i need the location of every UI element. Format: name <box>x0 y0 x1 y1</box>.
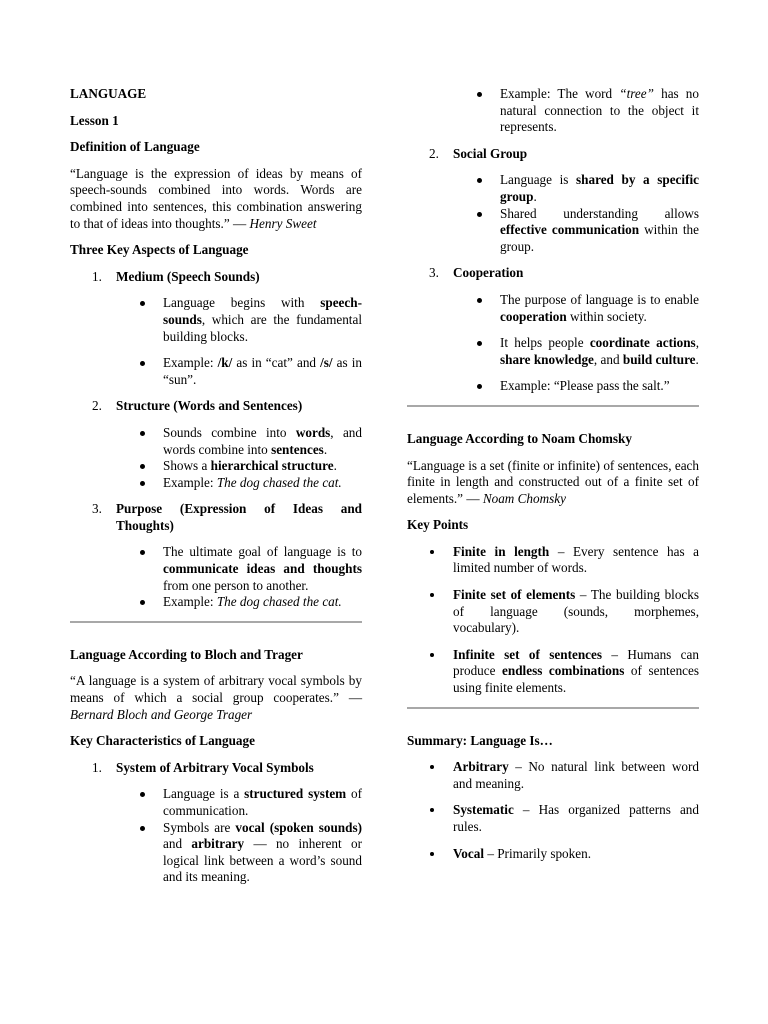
list-item: Finite in length – Every sentence has a limited number of words. <box>407 544 699 577</box>
bullet-icon <box>140 464 145 469</box>
bloch-author: Bernard Bloch and George Trager <box>70 706 253 722</box>
aspects-heading: Three Key Aspects of Language <box>70 242 249 258</box>
bullet-icon <box>477 384 482 389</box>
chomsky-heading: Language According to Noam Chomsky <box>407 430 632 446</box>
aspect-1: 1. Medium (Speech Sounds) <box>92 268 260 284</box>
list-item: Sounds combine into words, and words combine into sentences. <box>70 425 362 458</box>
characteristic-1-bullets-cont <box>407 86 699 136</box>
characteristic-2-bullets <box>407 172 699 255</box>
bullet-icon <box>430 765 434 769</box>
chomsky-author: Noam Chomsky <box>482 490 566 506</box>
list-item: Symbols are vocal (spoken sounds) and arbitrary — no inherent or logical link between a word’s sound and its meaning. <box>70 820 362 886</box>
characteristic-2-title: Social Group <box>453 145 528 161</box>
characteristic-1-bullets <box>70 786 362 886</box>
bloch-heading: Language According to Bloch and Trager <box>70 646 303 662</box>
list-item: The ultimate goal of language is to communicate ideas and thoughts from one person to another. <box>70 544 362 594</box>
sweet-quote: “Language is the expression of ideas by means of speech-sounds combined into words. Words are combined into sentences, this combination answering to that of ideas into thoughts.” — Henry Sweet <box>70 165 362 231</box>
list-item: Systematic – Has organized patterns and rules. <box>407 802 699 835</box>
bullet-icon <box>430 852 434 856</box>
list-item: Example: The word “tree” has no natural connection to the object it represents. <box>407 86 699 136</box>
aspect-3-bullets <box>70 544 362 610</box>
list-item: Example: “Please pass the salt.” <box>407 378 699 395</box>
bullet-icon <box>140 301 145 306</box>
summary-list <box>407 759 699 862</box>
bullet-icon <box>430 593 434 597</box>
characteristic-2: 2. Social Group <box>429 145 528 161</box>
document-title: LANGUAGE <box>70 86 147 101</box>
bullet-icon <box>477 341 482 346</box>
lesson-label: Lesson 1 <box>70 112 119 128</box>
list-item: Language begins with speech-sounds, which are the fundamental building blocks. <box>70 295 362 345</box>
bullet-icon <box>140 431 145 436</box>
list-item: The purpose of language is to enable cooperation within society. <box>407 292 699 325</box>
list-item: Arbitrary – No natural link between word and meaning. <box>407 759 699 792</box>
key-points-list <box>407 544 699 697</box>
bullet-icon <box>140 550 145 555</box>
left-column <box>70 86 362 886</box>
sweet-author: Henry Sweet <box>249 215 317 231</box>
list-item: It helps people coordinate actions, share knowledge, and build culture. <box>407 335 699 368</box>
characteristic-1: 1. System of Arbitrary Vocal Symbols <box>92 759 314 775</box>
bullet-icon <box>140 792 145 797</box>
aspect-1-title: Medium (Speech Sounds) <box>116 268 260 284</box>
section-divider <box>407 707 699 709</box>
characteristic-3-title: Cooperation <box>453 265 524 281</box>
characteristic-1-title: System of Arbitrary Vocal Symbols <box>116 759 314 775</box>
characteristic-3: 3. Cooperation <box>429 265 524 281</box>
right-column <box>407 86 699 862</box>
bullet-icon <box>430 808 434 812</box>
list-item: Finite set of elements – The building blocks of language (sounds, morphemes, vocabulary). <box>407 587 699 637</box>
bullet-icon <box>430 550 434 554</box>
list-item: Vocal – Primarily spoken. <box>407 846 699 863</box>
bullet-icon <box>477 178 482 183</box>
aspect-3: 3. Purpose (Expression of Ideas and Thoughts) <box>92 501 362 533</box>
list-item: Example: The dog chased the cat. <box>70 475 362 492</box>
bullet-icon <box>477 92 482 97</box>
bullet-icon <box>140 600 145 605</box>
bullet-icon <box>140 481 145 486</box>
list-item: Infinite set of sentences – Humans can produce endless combinations of sentences using finite elements. <box>407 647 699 697</box>
aspect-2-bullets <box>70 425 362 491</box>
list-item: Language is a structured system of communication. <box>70 786 362 819</box>
bullet-icon <box>477 212 482 217</box>
key-points-heading: Key Points <box>407 517 469 533</box>
aspect-1-bullets <box>70 295 362 388</box>
characteristic-3-bullets <box>407 292 699 395</box>
section-divider <box>407 405 699 407</box>
aspect-2-title: Structure (Words and Sentences) <box>116 398 303 414</box>
list-item: Example: /k/ as in “cat” and /s/ as in “sun”. <box>70 355 362 388</box>
chomsky-quote: “Language is a set (finite or infinite) of sentences, each finite in length and constructed out of a finite set of elements.” — Noam Chomsky <box>407 457 699 506</box>
definition-heading: Definition of Language <box>70 139 200 155</box>
list-item: Shows a hierarchical structure. <box>70 458 362 475</box>
bullet-icon <box>430 653 434 657</box>
list-item: Language is shared by a specific group. <box>407 172 699 205</box>
bullet-icon <box>140 361 145 366</box>
aspect-3-title: Purpose (Expression of Ideas and Thoughts) <box>116 501 362 533</box>
bullet-icon <box>140 826 145 831</box>
summary-heading: Summary: Language Is… <box>407 732 553 748</box>
list-item: Shared understanding allows effective communication within the group. <box>407 206 699 256</box>
bloch-quote: “A language is a system of arbitrary vocal symbols by means of which a social group cooperates.” — Bernard Bloch and George Trager <box>70 673 362 722</box>
list-item: Example: The dog chased the cat. <box>70 594 362 611</box>
characteristics-heading: Key Characteristics of Language <box>70 733 255 749</box>
bullet-icon <box>477 298 482 303</box>
section-divider <box>70 621 362 623</box>
aspect-2: 2. Structure (Words and Sentences) <box>92 398 303 414</box>
